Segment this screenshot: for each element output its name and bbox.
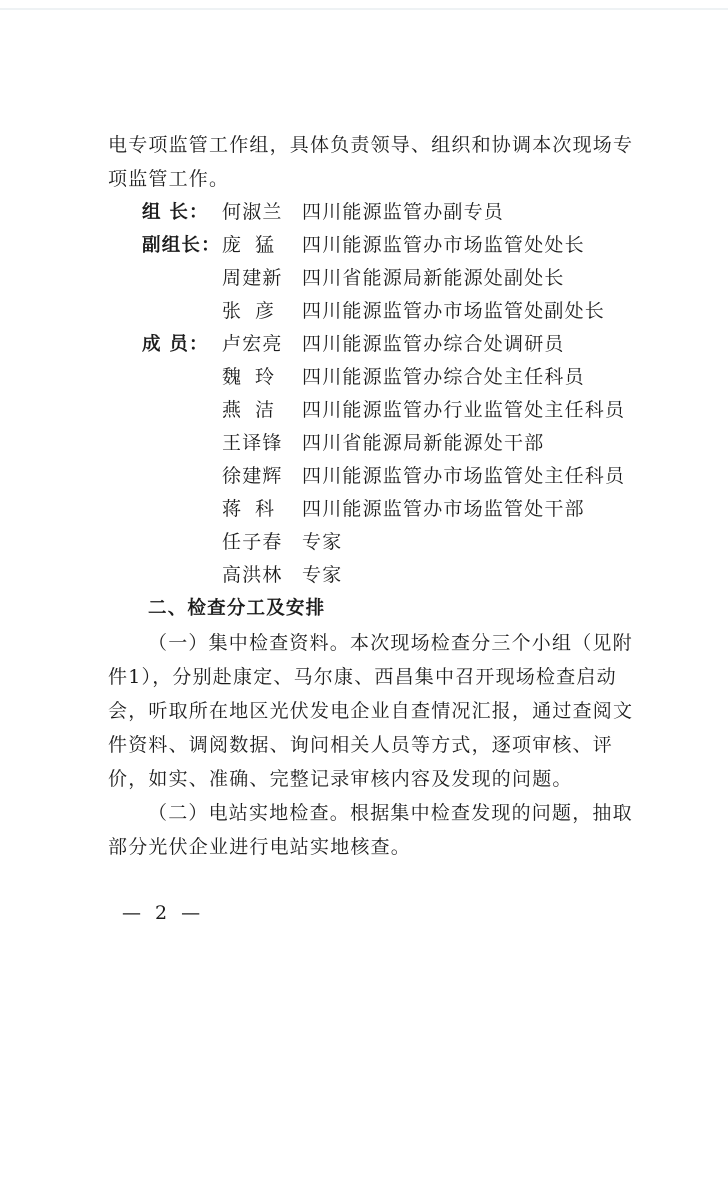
roster-role: 副组长： xyxy=(142,235,221,256)
scan-edge xyxy=(0,8,728,10)
roster-row xyxy=(108,295,638,328)
roster-title: 四川能源监管办综合处调研员 xyxy=(302,333,565,355)
roster-name: 任子春 xyxy=(222,531,283,553)
roster-title: 四川能源监管办市场监管处副处长 xyxy=(302,300,606,322)
roster-row xyxy=(108,196,638,229)
roster-row xyxy=(108,526,638,559)
roster-row xyxy=(108,493,638,526)
paragraph-centralized-review: （一）集中检查资料。本次现场检查分三个小组（见附件1），分别赴康定、马尔康、西昌集中召开现场检查启动会，听取所在地区光伏发电企业自查情况汇报，通过查阅文件资料、调阅数据、询问相关人员等方式，逐项审核、评价，如实、准确、完整记录审核内容及发现的问题。 xyxy=(108,632,634,790)
roster-row xyxy=(108,361,638,394)
document-body xyxy=(108,128,638,864)
intro-paragraph: 电专项监管工作组，具体负责领导、组织和协调本次现场专项监管工作。 xyxy=(108,134,634,190)
roster-name: 王译锋 xyxy=(222,432,283,454)
roster-row xyxy=(108,394,638,427)
roster-title: 四川能源监管办市场监管处处长 xyxy=(302,234,585,256)
roster-row xyxy=(108,328,638,361)
roster-role: 组 长： xyxy=(142,202,209,223)
roster-name: 高洪林 xyxy=(222,564,283,586)
roster-name: 周建新 xyxy=(222,267,283,289)
roster-row xyxy=(108,427,638,460)
roster-name: 徐建辉 xyxy=(222,465,283,487)
member-roster xyxy=(108,196,638,592)
roster-title: 四川省能源局新能源处副处长 xyxy=(302,267,565,289)
roster-name: 张彦 xyxy=(222,300,289,322)
roster-row xyxy=(108,229,638,262)
roster-title: 四川能源监管办市场监管处主任科员 xyxy=(302,465,626,487)
roster-row xyxy=(108,559,638,592)
page-number: — 2 — xyxy=(122,902,205,924)
roster-name: 何淑兰 xyxy=(222,201,283,223)
roster-name: 魏玲 xyxy=(222,366,289,388)
roster-title: 四川省能源局新能源处干部 xyxy=(302,432,545,454)
blank-margin xyxy=(0,990,728,1200)
roster-title: 四川能源监管办综合处主任科员 xyxy=(302,366,585,388)
roster-name: 蒋科 xyxy=(222,498,289,520)
paragraph-onsite-inspection: （二）电站实地检查。根据集中检查发现的问题，抽取部分光伏企业进行电站实地核查。 xyxy=(108,802,633,858)
roster-role: 成 员： xyxy=(142,334,209,355)
roster-row xyxy=(108,460,638,493)
roster-name: 燕洁 xyxy=(222,399,289,421)
roster-title: 四川能源监管办市场监管处干部 xyxy=(302,498,585,520)
roster-title: 四川能源监管办行业监管处主任科员 xyxy=(302,399,626,421)
roster-title: 专家 xyxy=(302,531,343,553)
section-heading: 二、检查分工及安排 xyxy=(148,598,326,619)
roster-title: 专家 xyxy=(302,564,343,586)
roster-name: 卢宏亮 xyxy=(222,333,283,355)
roster-row xyxy=(108,262,638,295)
roster-name: 庞猛 xyxy=(222,234,289,256)
roster-title: 四川能源监管办副专员 xyxy=(302,201,505,223)
